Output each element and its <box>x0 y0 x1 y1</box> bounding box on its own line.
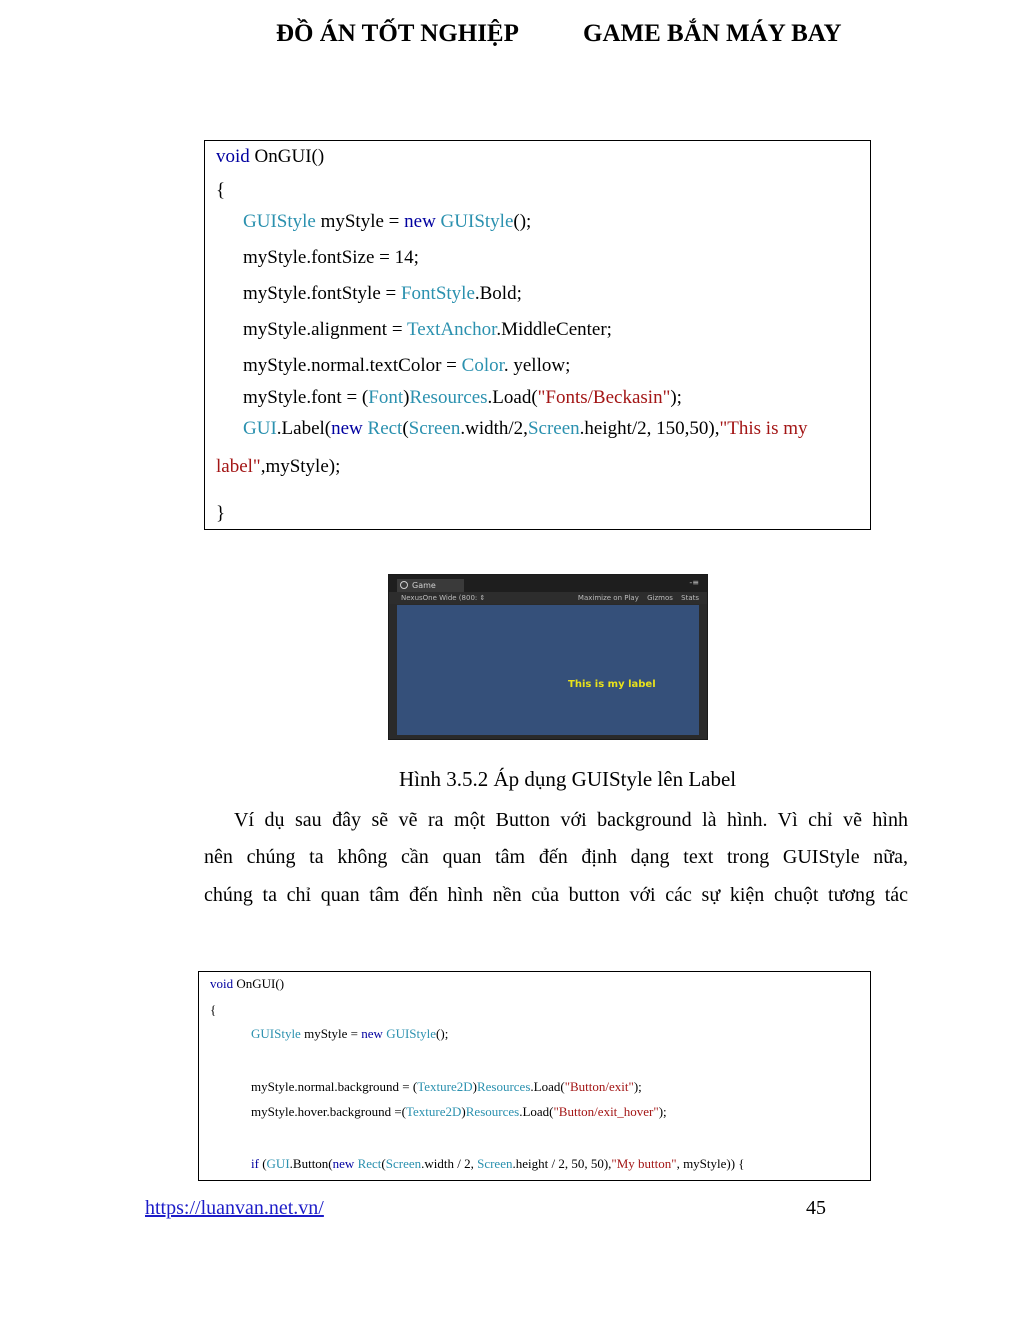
code-keyword: new <box>331 418 363 439</box>
game-toolbar <box>389 592 707 604</box>
gizmos-toggle: Gizmos <box>647 594 673 602</box>
code-string: "Button/exit" <box>564 1079 634 1094</box>
code-text: .MiddleCenter; <box>496 319 612 340</box>
code-type: FontStyle <box>400 283 475 304</box>
code-type: Texture2D <box>406 1104 462 1119</box>
code-text: ); <box>658 1104 667 1119</box>
paragraph-line <box>204 808 908 832</box>
code-line <box>210 1002 216 1018</box>
code-type: Texture2D <box>417 1079 473 1094</box>
game-tab-label: Game <box>412 581 436 590</box>
code-text: .Load( <box>530 1079 565 1094</box>
game-tab-icon <box>400 581 408 589</box>
header-thesis-title: ĐỒ ÁN TỐT NGHIỆP <box>276 20 519 47</box>
code-text: ) <box>403 387 410 408</box>
code-string: "Button/exit_hover" <box>553 1104 659 1119</box>
code-type: Rect <box>367 418 403 439</box>
resolution-dropdown: NexusOne Wide (800: ⇕ <box>401 594 486 602</box>
game-tab-bar <box>389 575 707 592</box>
code-keyword: if <box>251 1156 259 1171</box>
code-type: Screen <box>527 418 580 439</box>
code-text: myStyle = <box>315 211 405 232</box>
page-header <box>0 20 1024 56</box>
code-text: ( <box>381 1156 386 1171</box>
game-label-text: This is my label <box>568 679 656 690</box>
code-keyword: new <box>332 1156 355 1171</box>
code-block-button-style <box>198 971 871 1181</box>
code-string: label" <box>216 456 261 477</box>
code-line <box>216 456 340 478</box>
code-text: .width / 2, <box>421 1156 478 1171</box>
paragraph-text: Ví dụ sau đây sẽ vẽ ra một Button với background là hình. Vì chỉ vẽ hình <box>234 809 908 831</box>
code-type: Font <box>368 387 404 408</box>
code-type: GUIStyle <box>251 1026 301 1041</box>
code-line <box>243 355 570 377</box>
code-text: ); <box>670 387 682 408</box>
header-project-title: GAME BẮN MÁY BAY <box>583 20 842 47</box>
code-type: GUIStyle <box>243 211 316 232</box>
footer-url-link[interactable]: https://luanvan.net.vn/ <box>145 1197 324 1219</box>
code-line <box>243 247 419 269</box>
code-line <box>243 387 682 409</box>
code-text: (); <box>436 1026 449 1041</box>
code-text: ( <box>402 418 409 439</box>
code-text: .width/2, <box>460 418 528 439</box>
code-line <box>243 418 808 440</box>
code-line <box>251 1079 642 1095</box>
paragraph-line: nên chúng ta không cần quan tâm đến định dạng text trong GUIStyle nữa, <box>204 846 908 868</box>
code-text: ); <box>633 1079 642 1094</box>
code-text: .height/2, 150,50), <box>579 418 720 439</box>
menu-icon: -≡ <box>689 578 699 587</box>
code-text: .Button( <box>289 1156 333 1171</box>
code-text: { <box>210 1002 217 1017</box>
paragraph-line: chúng ta chỉ quan tâm đến hình nền của button với các sự kiện chuột tương tác <box>204 884 908 906</box>
code-text: myStyle.font = ( <box>243 387 369 408</box>
code-text: . yellow; <box>503 355 571 376</box>
game-view-screenshot <box>388 574 708 740</box>
code-string: "This is my <box>719 418 808 439</box>
code-text: (); <box>513 211 532 232</box>
code-line <box>216 146 324 168</box>
code-text: myStyle.fontSize = 14; <box>243 247 419 268</box>
code-line <box>243 211 531 233</box>
code-text: myStyle.hover.background =( <box>251 1104 406 1119</box>
code-block-label-style <box>204 140 871 530</box>
code-line <box>243 319 612 341</box>
code-type: Color <box>461 355 504 376</box>
code-type: GUIStyle <box>440 211 514 232</box>
code-keyword: new <box>404 211 436 232</box>
code-text: OnGUI() <box>233 976 285 991</box>
code-text: OnGUI() <box>249 146 325 167</box>
code-string: "Fonts/Beckasin" <box>537 387 671 408</box>
code-type: GUI <box>266 1156 290 1171</box>
code-text: .Load( <box>487 387 538 408</box>
code-type: Resources <box>465 1104 520 1119</box>
code-type: TextAnchor <box>406 319 497 340</box>
code-line <box>251 1026 448 1042</box>
code-line <box>216 180 225 202</box>
code-text: } <box>216 503 226 524</box>
code-text: myStyle.fontStyle = <box>243 283 401 304</box>
code-type: GUI <box>243 418 277 439</box>
code-line <box>216 503 225 525</box>
code-text: myStyle.normal.textColor = <box>243 355 462 376</box>
code-type: Screen <box>408 418 461 439</box>
code-line <box>251 1156 745 1172</box>
code-line <box>243 283 522 305</box>
game-tab <box>397 579 464 592</box>
code-type: Screen <box>385 1156 422 1171</box>
code-text: myStyle = <box>300 1026 362 1041</box>
game-viewport <box>397 605 699 735</box>
code-line <box>251 1104 667 1120</box>
code-keyword: void <box>216 146 250 167</box>
stats-toggle: Stats <box>681 594 699 602</box>
code-text: { <box>216 180 226 201</box>
code-type: GUIStyle <box>386 1026 437 1041</box>
game-toolbar-right <box>572 592 699 604</box>
maximize-on-play-toggle: Maximize on Play <box>577 594 639 602</box>
page-number: 45 <box>806 1197 826 1219</box>
code-text: .height / 2, 50, 50), <box>512 1156 612 1171</box>
code-type: Screen <box>477 1156 513 1171</box>
code-text: .Label( <box>276 418 332 439</box>
code-line <box>210 976 284 992</box>
figure-caption: Hình 3.5.2 Áp dụng GUIStyle lên Label <box>399 767 737 791</box>
code-text: ) <box>472 1079 477 1094</box>
code-keyword: new <box>361 1026 383 1041</box>
code-type: Resources <box>409 387 488 408</box>
code-text: myStyle.alignment = <box>243 319 407 340</box>
code-string: "My button" <box>611 1156 677 1171</box>
code-text: .Bold; <box>474 283 522 304</box>
code-keyword: void <box>210 976 234 991</box>
code-text: , myStyle)) { <box>676 1156 745 1171</box>
code-type: Resources <box>476 1079 531 1094</box>
code-text: ,myStyle); <box>260 456 341 477</box>
code-type: Rect <box>357 1156 382 1171</box>
code-text: .Load( <box>519 1104 554 1119</box>
code-text: ( <box>258 1156 267 1171</box>
code-text: ) <box>461 1104 466 1119</box>
code-text: myStyle.normal.background = ( <box>251 1079 418 1094</box>
